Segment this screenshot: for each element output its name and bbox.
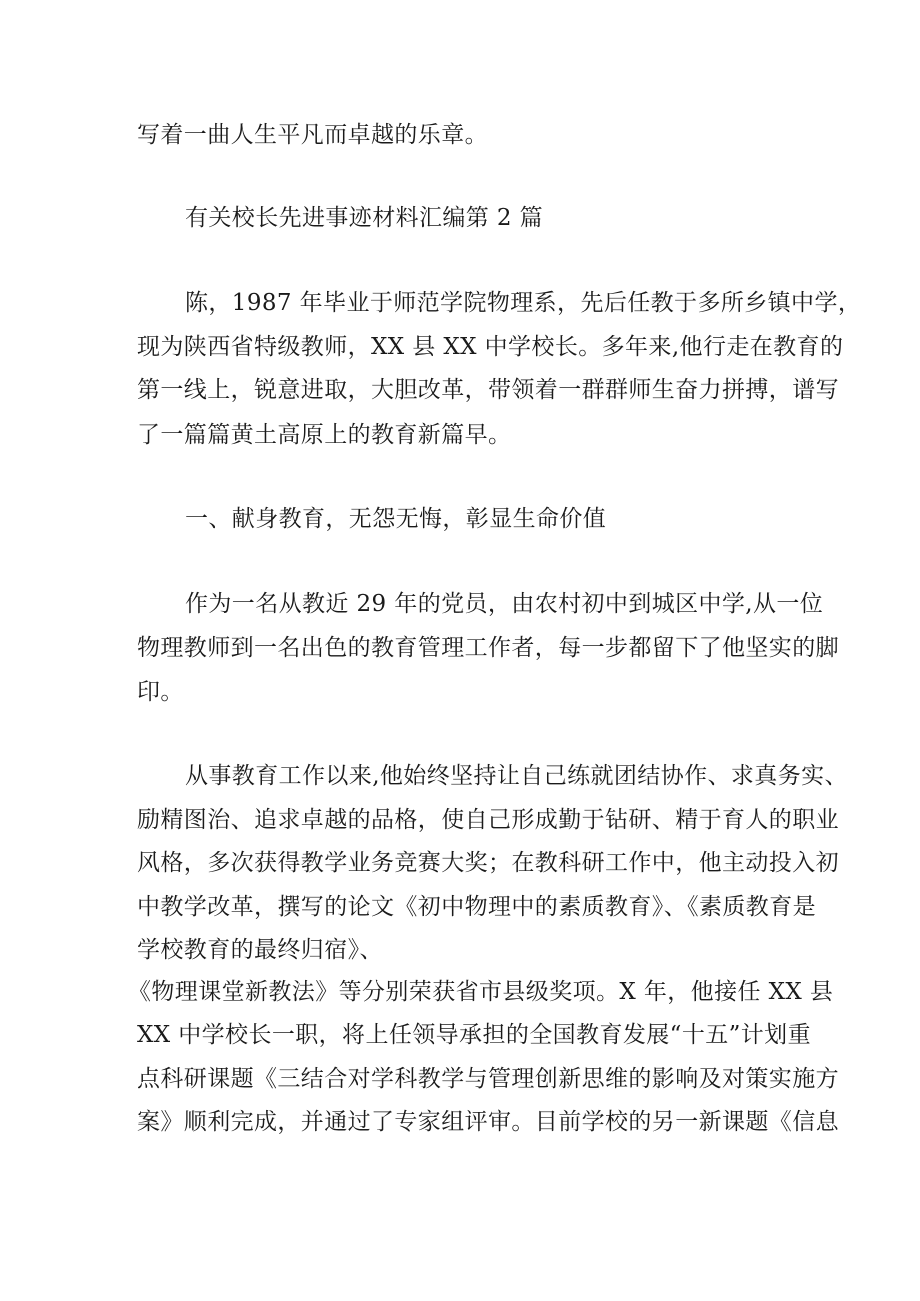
text-line: 陈，1987 年毕业于师范学院物理系，先后任教于多所乡镇中学， [185, 290, 862, 316]
text-line: 学校教育的最终归宿》、 [137, 937, 383, 963]
subsection-heading: 一、献身教育，无怨无悔，彰显生命价值 [185, 506, 607, 532]
text-line: 点科研课题《三结合对学科教学与管理创新思维的影响及对策实施方 [137, 1066, 839, 1092]
text-line: 从事教育工作以来,他始终坚持让自己练就团结协作、求真务实、 [185, 763, 848, 789]
text-line: 案》顺利完成，并通过了专家组评审。目前学校的另一新课题《信息 [137, 1109, 839, 1135]
text-line: 物理教师到一名出色的教育管理工作者，每一步都留下了他坚实的脚 [137, 635, 839, 661]
text-line: 现为陕西省特级教师，XX 县 XX 中学校长。多年来,他行走在教育的 [137, 334, 844, 360]
text-line: 印。 [137, 679, 184, 705]
section-heading: 有关校长先进事迹材料汇编第 2 篇 [185, 205, 544, 231]
text-line: 写着一曲人生平凡而卓越的乐章。 [137, 122, 488, 148]
text-line: 作为一名从教近 29 年的党员，由农村初中到城区中学,从一位 [185, 591, 824, 617]
text-line: 第一线上，锐意进取，大胆改革，带领着一群群师生奋力拼搏，谱写 [137, 377, 839, 403]
text-line: 《物理课堂新教法》等分别荣获省市县级奖项。X 年，他接任 XX 县 [128, 979, 834, 1005]
text-line: XX 中学校长一职，将上任领导承担的全国教育发展“十五”计划重 [137, 1022, 811, 1048]
text-line: 中教学改革，撰写的论文《初中物理中的素质教育》、《素质教育是 [137, 894, 816, 920]
text-line: 了一篇篇黄土高原上的教育新篇早。 [137, 422, 512, 448]
text-line: 励精图治、追求卓越的品格，使自己形成勤于钻研、精于育人的职业 [137, 807, 839, 833]
text-line: 风格，多次获得教学业务竞赛大奖；在教科研工作中，他主动投入初 [137, 850, 839, 876]
